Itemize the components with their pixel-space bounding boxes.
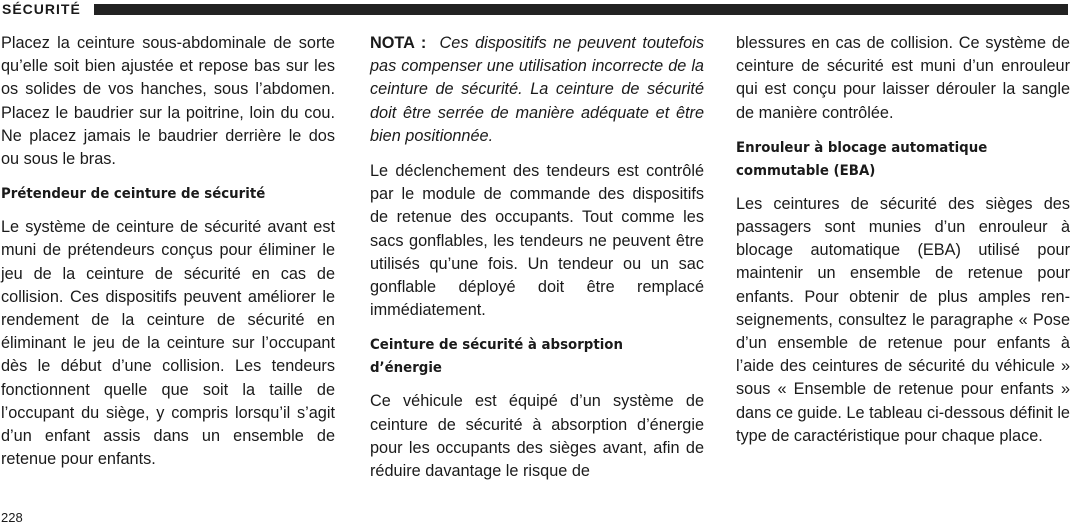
note-label: NOTA :	[370, 34, 427, 52]
heading-line: d’énergie	[370, 360, 442, 377]
section-header	[0, 0, 1068, 20]
column-right	[736, 32, 1070, 460]
paragraph: Placez la ceinture sous-abdominale de sorte qu’elle soit bien ajustée et repose bas sur les os solides de vos hanches, sous l’abdomen. Placez le baudrier sur la poitrine, loin du cou. Ne placez jamais le baudrier derrière le dos ou sous le bras.	[1, 34, 335, 169]
heading-pretensioner: Prétendeur de ceinture de sécurité	[1, 186, 266, 203]
header-rule	[94, 4, 1068, 15]
paragraph: Les ceintures de sécurité des sièges des passagers sont munies d’un enrouleur à blocage automatique (EBA) utilisé pour maintenir un ensemble de retenue pour enfants. Pour obtenir de plus amples renseignements, consultez le paragraphe « Pose d’un ensemble de retenue pour enfants à l’aide des ceintures de sécurité du véhicule » sous « Ensemble de retenue pour enfants » dans ce guide. Le tableau ci-dessous définit le type de caractéristique pour chaque place.	[736, 194, 1070, 445]
column-middle	[370, 32, 704, 495]
paragraph: Le déclenchement des tendeurs est contrôlé par le module de commande des dispositifs de retenue des occupants. Tout comme les sacs gonflables, les tendeurs ne peuvent être utilisés qu’une fois. Un tendeur ou un sac gonflable déployé doit être remplacé immédiatement.	[370, 162, 704, 320]
note-paragraph	[370, 32, 704, 148]
paragraph: blessures en cas de collision. Ce système de ceinture de sécurité est muni d’un enrouleur qui est conçu pour laisser dérouler la sangle de manière contrôlée.	[736, 34, 1070, 122]
heading-line: Enrouleur à blocage automatique	[736, 139, 988, 156]
page-number: 228	[1, 510, 23, 525]
paragraph: Ce véhicule est équipé d’un système de ceinture de sécurité à absorption d’énergie pour les occupants des sièges avant, afin de réduire davantage le risque de	[370, 392, 704, 481]
heading-automatic-locking-retractor	[736, 137, 1043, 183]
note-text: Ces dispositifs ne peuvent toutefois pas compenser une utilisation incorrecte de la ceinture de sécurité. La ceinture de sécurité doit être serrée de manière adéquate et être bien positionnée.	[370, 34, 704, 145]
section-title: SÉCURITÉ	[2, 0, 87, 18]
heading-line: Ceinture de sécurité à absorption	[370, 337, 623, 354]
column-left	[1, 32, 335, 483]
heading-energy-absorbing	[370, 334, 677, 380]
heading-line: commutable (EBA)	[736, 162, 876, 179]
paragraph: Le système de ceinture de sécurité avant est muni de prétendeurs conçus pour éliminer le jeu de la ceinture de sécurité en cas de collision. Ces dispositifs peuvent améliorer le rendement de la ceinture de sécurité en éliminant le jeu de la ceinture sur l’occupant dès le début d’une collision. Les tendeurs fonctionnent quelle que soit la taille de l’occupant du siège, y compris lorsqu’il s’agit d’un enfant assis dans un ensemble de retenue pour enfants.	[1, 218, 335, 469]
